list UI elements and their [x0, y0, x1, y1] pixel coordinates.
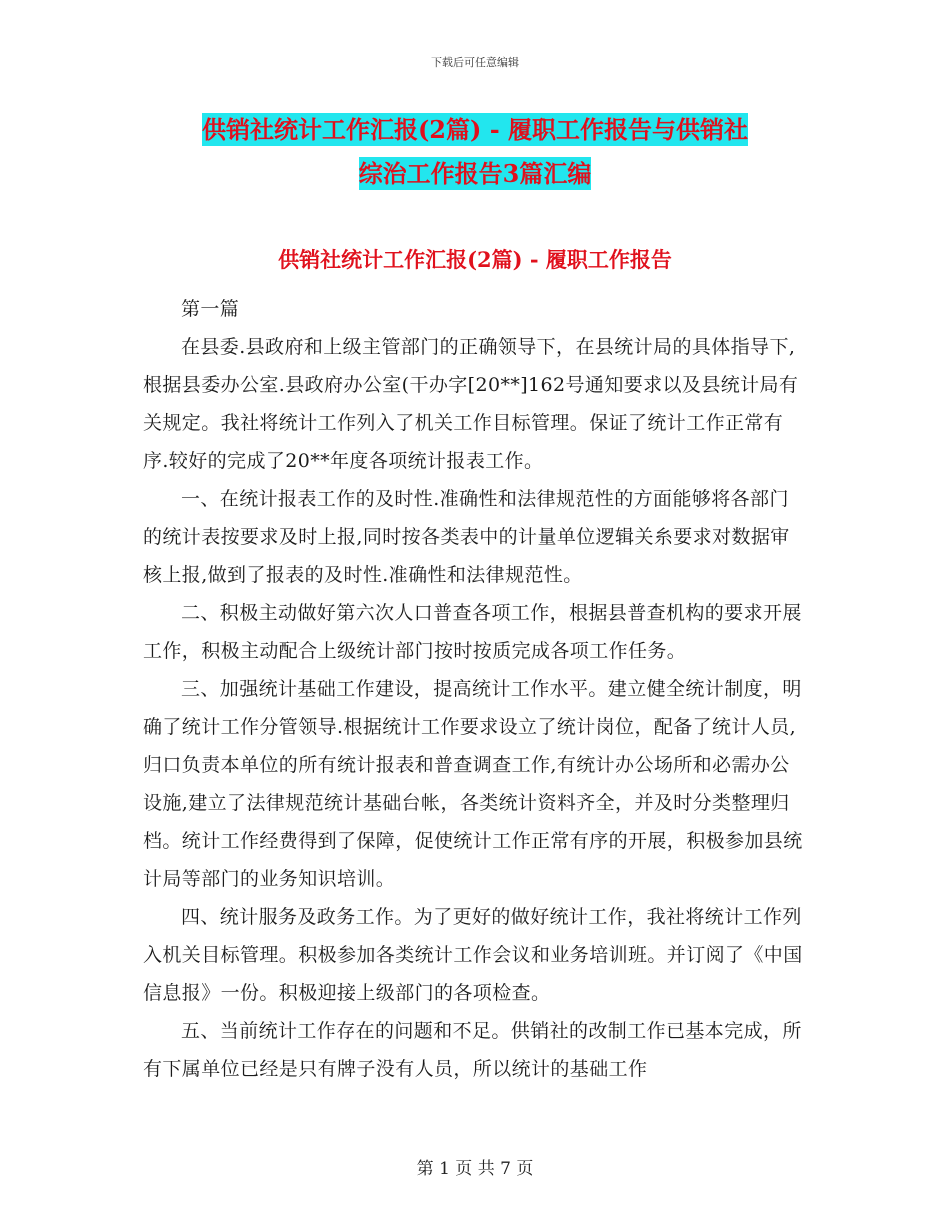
- page-number: 第 1 页 共 7 页: [416, 1159, 534, 1179]
- header-note: 下载后可任意编辑: [431, 56, 519, 69]
- paragraph: 三、加强统计基础工作建设，提高统计工作水平。建立健全统计制度，明确了统计工作分管领导.根据统计工作要求设立了统计岗位，配备了统计人员,归口负责本单位的所有统计报表和普查调查工作,有统计办公场所和必需办公设施,建立了法律规范统计基础台帐，各类统计资料齐全，并及时分类整理归档。统计工作经费得到了保障，促使统计工作正常有序的开展，积极参加县统计局等部门的业务知识培训。: [143, 678, 803, 890]
- paragraph: 二、积极主动做好第六次人口普查各项工作，根据县普查机构的要求开展工作，积极主动配合上级统计部门按时按质完成各项工作任务。: [143, 602, 802, 662]
- document-title-line-1: 供销社统计工作汇报(2篇) - 履职工作报告与供销社: [201, 115, 749, 144]
- paragraph: 四、统计服务及政务工作。为了更好的做好统计工作，我社将统计工作列入机关目标管理。积极参加各类统计工作会议和业务培训班。并订阅了《中国信息报》一份。积极迎接上级部门的各项检查。: [143, 906, 803, 1004]
- document-title: [140, 108, 810, 196]
- document-title-line-2: 综治工作报告3篇汇编: [358, 159, 592, 188]
- section-title: 供销社统计工作汇报(2篇) - 履职工作报告: [278, 247, 672, 272]
- paragraph: 在县委.县政府和上级主管部门的正确领导下，在县统计局的具体指导下,根据县委办公室.县政府办公室(干办字[20**]162号通知要求以及县统计局有关规定。我社将统计工作列入了机关工作目标管理。保证了统计工作正常有序.较好的完成了20**年度各项统计报表工作。: [143, 336, 799, 472]
- paragraph: 五、当前统计工作存在的问题和不足。供销社的改制工作已基本完成，所有下属单位已经是只有牌子没有人员，所以统计的基础工作: [143, 1020, 802, 1080]
- paragraph: 一、在统计报表工作的及时性.准确性和法律规范性的方面能够将各部门的统计表按要求及时上报,同时按各类表中的计量单位逻辑关糸要求对数据审核上报,做到了报表的及时性.准确性和法律规范性。: [143, 488, 790, 586]
- section-label: 第一篇: [181, 298, 240, 320]
- body-text: [143, 290, 807, 1088]
